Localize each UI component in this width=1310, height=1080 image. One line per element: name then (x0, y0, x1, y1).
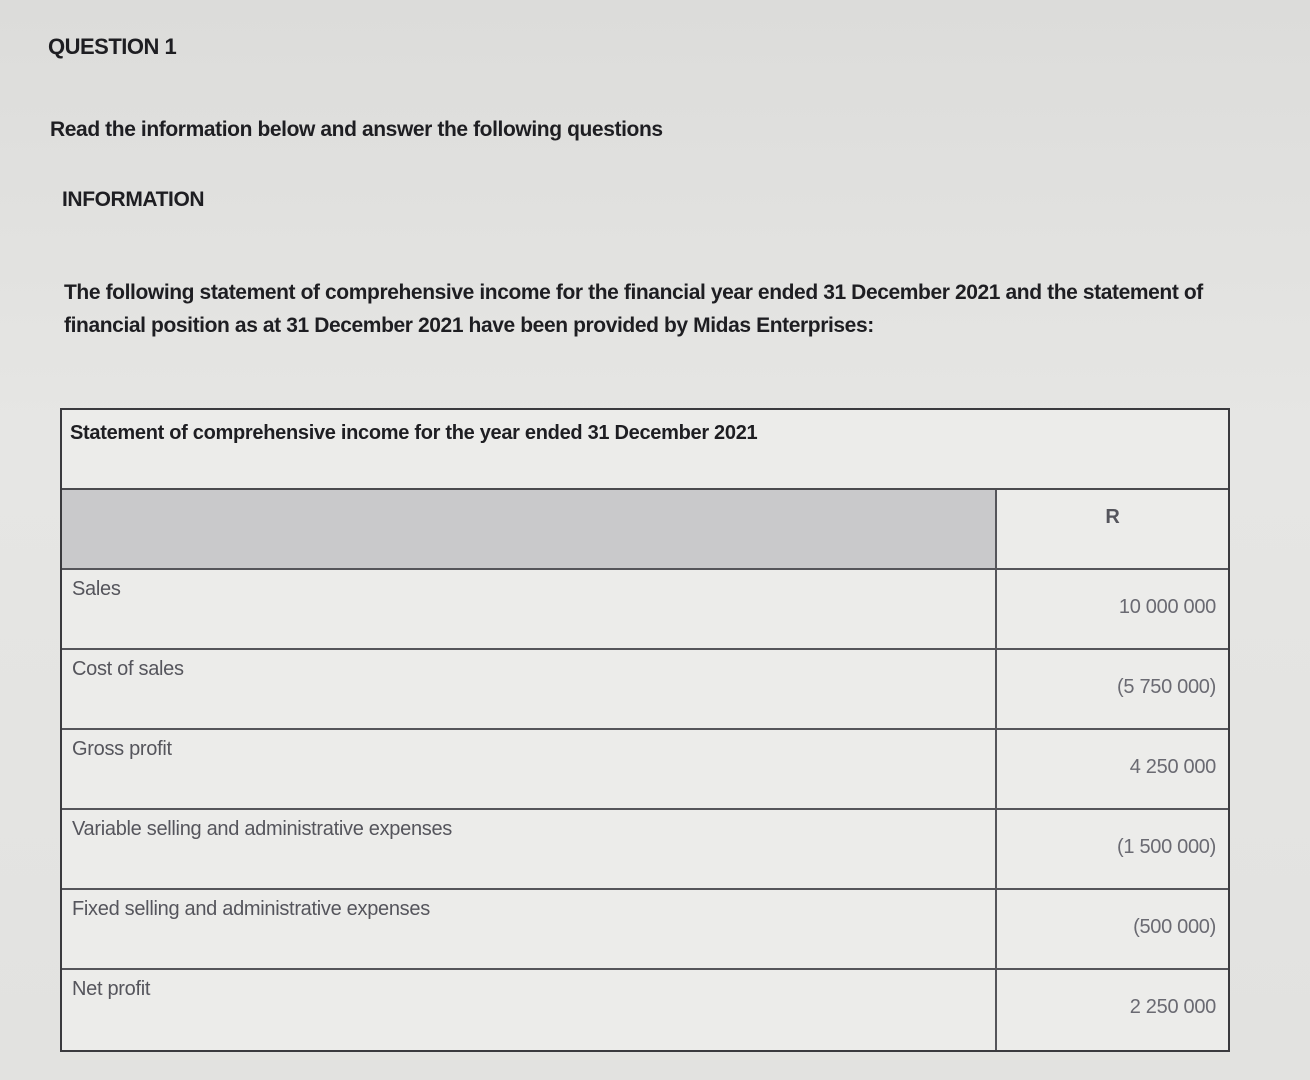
information-paragraph: The following statement of comprehensive income for the financial year ended 31 December 2021 and the statement of financial position as at 31 December 2021 have been provided by Midas Enterprises: (64, 281, 1203, 337)
information-heading: INFORMATION (62, 188, 205, 211)
row-label: Gross profit (62, 730, 997, 808)
table-row-sales (62, 570, 1228, 650)
row-amount: (1 500 000) (1117, 836, 1216, 858)
table-row-net-profit (62, 970, 1228, 1050)
income-statement-table (60, 408, 1230, 1052)
table-header-row (62, 490, 1228, 570)
question-title: QUESTION 1 (48, 34, 177, 59)
row-amount: 4 250 000 (1129, 756, 1216, 778)
currency-header: R (1105, 506, 1120, 528)
table-row-fixed-expenses (62, 890, 1228, 970)
row-label: Variable selling and administrative expenses (62, 810, 997, 888)
row-amount: 10 000 000 (1118, 596, 1216, 618)
row-amount: 2 250 000 (1129, 996, 1216, 1018)
statement-title: Statement of comprehensive income for the year ended 31 December 2021 (62, 410, 1228, 490)
row-label: Fixed selling and administrative expenses (62, 890, 997, 968)
row-label: Sales (62, 570, 997, 648)
row-amount: (5 750 000) (1117, 676, 1216, 698)
row-label: Cost of sales (62, 650, 997, 728)
row-amount: (500 000) (1133, 916, 1216, 938)
table-row-cost-of-sales (62, 650, 1228, 730)
table-row-gross-profit (62, 730, 1228, 810)
header-label-cell (62, 490, 997, 568)
instructions-text: Read the information below and answer the following questions (50, 118, 663, 141)
row-label: Net profit (62, 970, 997, 1050)
table-row-variable-expenses (62, 810, 1228, 890)
